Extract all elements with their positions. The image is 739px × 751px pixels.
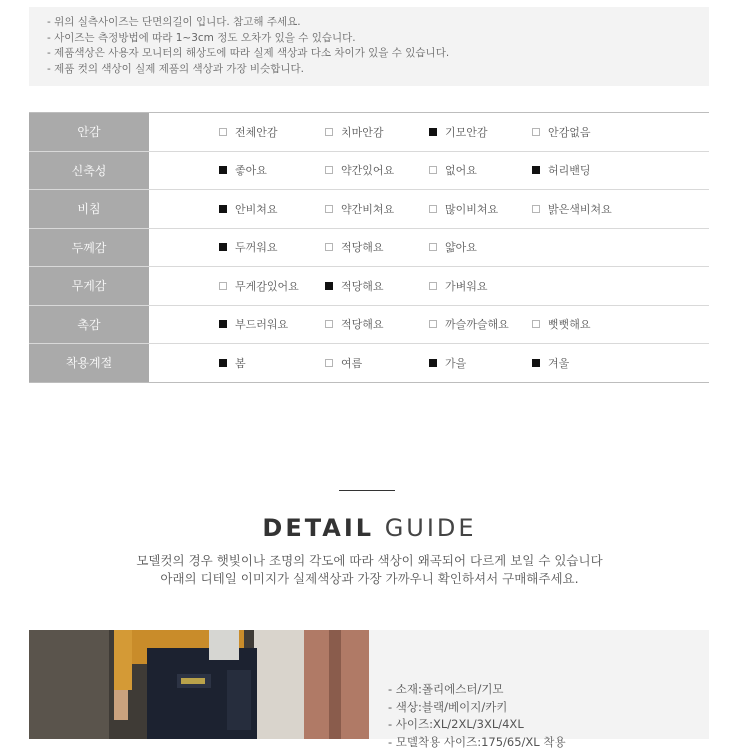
option-label: 겨울 [548,355,569,371]
checked-box-icon [325,282,333,290]
property-label: 두께감 [29,229,149,267]
property-option [429,267,488,305]
unchecked-box-icon [325,205,333,213]
option-label: 뻣뻣해요 [548,316,591,332]
notice-box [29,7,709,86]
option-label: 부드러워요 [235,316,288,332]
property-option [532,113,591,151]
unchecked-box-icon [219,128,227,136]
property-option [429,152,477,190]
guide-description [0,552,739,588]
checked-box-icon [429,359,437,367]
detail-guide-title [0,514,739,542]
option-label: 얇아요 [445,239,477,255]
unchecked-box-icon [325,359,333,367]
option-label: 적당해요 [341,278,384,294]
property-row [29,267,709,306]
unchecked-box-icon [429,282,437,290]
checked-box-icon [219,320,227,328]
model-photo-image [29,630,369,739]
option-label: 안비쳐요 [235,201,278,217]
property-options [149,152,709,190]
guide-title-light: GUIDE [385,514,477,542]
unchecked-box-icon [532,205,540,213]
detail-panel [29,630,709,739]
property-options [149,267,709,305]
unchecked-box-icon [532,128,540,136]
property-options [149,344,709,382]
property-label: 신축성 [29,152,149,190]
property-label: 무게감 [29,267,149,305]
option-label: 봄 [235,355,246,371]
property-options [149,190,709,228]
unchecked-box-icon [325,320,333,328]
property-options [149,306,709,344]
checked-box-icon [532,166,540,174]
property-option [325,306,384,344]
option-label: 밝은색비쳐요 [548,201,612,217]
model-photo [29,630,369,739]
guide-line-2: 아래의 디테일 이미지가 실제색상과 가장 가까우니 확인하셔서 구매해주세요. [0,570,739,588]
notice-line: - 제품색상은 사용자 모니터의 해상도에 따라 실제 색상과 다소 차이가 있을 수 있습니다. [47,46,709,62]
property-option [429,113,488,151]
property-label: 안감 [29,113,149,151]
property-label: 비침 [29,190,149,228]
option-label: 안감없음 [548,124,591,140]
property-option [532,344,569,382]
unchecked-box-icon [429,320,437,328]
option-label: 가을 [445,355,466,371]
property-option [429,344,466,382]
option-label: 적당해요 [341,239,384,255]
option-label: 허리밴딩 [548,162,591,178]
unchecked-box-icon [429,205,437,213]
spec-model-size: - 모델착용 사이즈:175/65/XL 착용 [388,734,566,751]
unchecked-box-icon [429,166,437,174]
product-property-table [29,112,709,383]
property-row [29,152,709,191]
property-option [325,267,384,305]
guide-line-1: 모델컷의 경우 햇빛이나 조명의 각도에 따라 색상이 왜곡되어 다르게 보일 수 있습니다 [0,552,739,570]
notice-line: - 위의 실측사이즈는 단면의길이 입니다. 참고해 주세요. [47,15,709,31]
checked-box-icon [532,359,540,367]
checked-box-icon [219,243,227,251]
checked-box-icon [219,359,227,367]
property-option [325,152,394,190]
checked-box-icon [219,166,227,174]
property-option [325,113,384,151]
spec-material: - 소재:폴리에스터/기모 [388,681,566,699]
spec-list [388,681,566,751]
option-label: 치마안감 [341,124,384,140]
property-row [29,229,709,268]
option-label: 좋아요 [235,162,267,178]
property-row [29,344,709,383]
option-label: 두꺼워요 [235,239,278,255]
property-option [429,306,509,344]
option-label: 적당해요 [341,316,384,332]
option-label: 약간비쳐요 [341,201,394,217]
property-label: 촉감 [29,306,149,344]
property-option [429,190,498,228]
property-option [532,152,591,190]
property-option [532,306,591,344]
checked-box-icon [219,205,227,213]
property-option [219,152,267,190]
property-row [29,306,709,345]
checked-box-icon [429,128,437,136]
property-row [29,113,709,152]
option-label: 전체안감 [235,124,278,140]
property-option [429,229,477,267]
option-label: 많이비쳐요 [445,201,498,217]
property-option [325,190,394,228]
option-label: 까슬까슬해요 [445,316,509,332]
option-label: 가벼워요 [445,278,488,294]
option-label: 약간있어요 [341,162,394,178]
option-label: 여름 [341,355,362,371]
unchecked-box-icon [532,320,540,328]
property-option [219,229,278,267]
property-option [219,190,278,228]
property-option [219,344,246,382]
unchecked-box-icon [325,243,333,251]
notice-line: - 사이즈는 측정방법에 따라 1~3cm 정도 오차가 있을 수 있습니다. [47,31,709,47]
unchecked-box-icon [325,128,333,136]
property-option [325,229,384,267]
spec-color: - 색상:블랙/베이지/카키 [388,699,566,717]
property-option [532,190,612,228]
property-option [219,267,299,305]
guide-title-bold: DETAIL [262,514,374,542]
property-label: 착용계절 [29,344,149,382]
spec-size: - 사이즈:XL/2XL/3XL/4XL [388,716,566,734]
property-options [149,229,709,267]
property-options [149,113,709,151]
option-label: 없어요 [445,162,477,178]
option-label: 기모안감 [445,124,488,140]
section-divider [339,490,395,491]
property-option [219,113,278,151]
unchecked-box-icon [429,243,437,251]
unchecked-box-icon [219,282,227,290]
option-label: 무게감있어요 [235,278,299,294]
property-option [325,344,362,382]
property-option [219,306,288,344]
property-row [29,190,709,229]
unchecked-box-icon [325,166,333,174]
notice-line: - 제품 컷의 색상이 실제 제품의 색상과 가장 비슷합니다. [47,62,709,78]
